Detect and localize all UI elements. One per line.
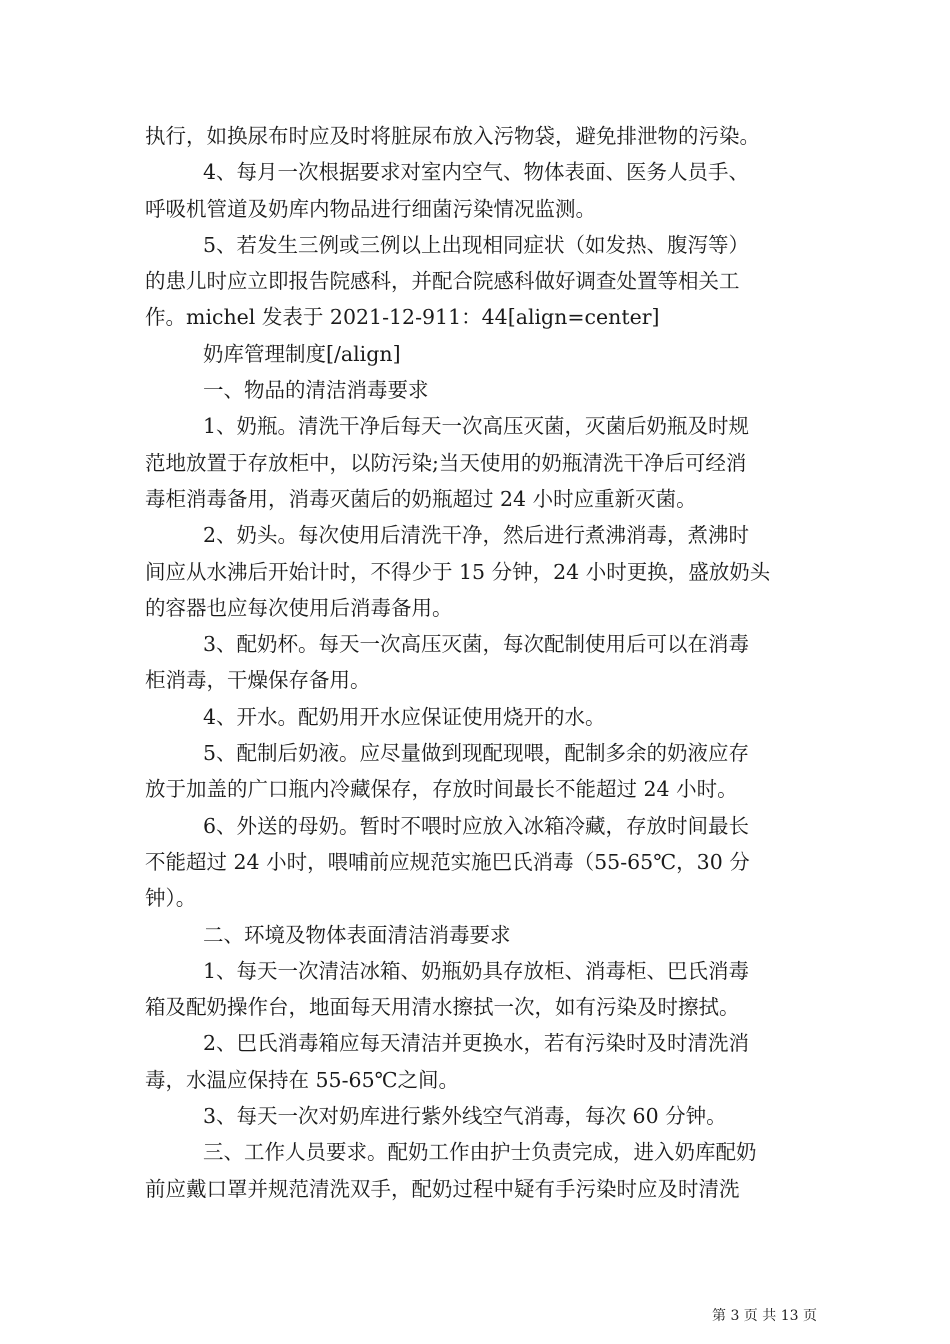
text-line: 5、配制后奶液。应尽量做到现配现喂，配制多余的奶液应存 — [203, 741, 750, 766]
text-line: 2、奶头。每次使用后清洗干净，然后进行煮沸消毒，煮沸时 — [203, 523, 750, 548]
text-line: 3、配奶杯。每天一次高压灭菌，每次配制使用后可以在消毒 — [203, 632, 750, 657]
text-line: 6、外送的母奶。暂时不喂时应放入冰箱冷藏，存放时间最长 — [203, 813, 750, 838]
text-line: 二、环境及物体表面清洁消毒要求 — [203, 922, 511, 947]
text-line: 前应戴口罩并规范清洗双手，配奶过程中疑有手污染时应及时清洗 — [145, 1176, 740, 1201]
page-footer: 第 3 页 共 13 页 — [712, 1308, 817, 1324]
text-line: 1、奶瓶。清洗干净后每天一次高压灭菌，灭菌后奶瓶及时规 — [203, 414, 750, 439]
text-line: 毒，水温应保持在 55-65℃之间。 — [145, 1067, 460, 1092]
text-line: 钟）。 — [145, 886, 197, 911]
text-line: 不能超过 24 小时，喂哺前应规范实施巴氏消毒（55-65℃，30 分 — [145, 849, 750, 874]
text-line: 呼吸机管道及奶库内物品进行细菌污染情况监测。 — [145, 196, 596, 221]
text-line: 2、巴氏消毒箱应每天清洁并更换水，若有污染时及时清洗消 — [203, 1031, 750, 1056]
text-line: 5、若发生三例或三例以上出现相同症状（如发热、腹泻等） — [203, 232, 750, 257]
text-line: 箱及配奶操作台，地面每天用清水擦拭一次，如有污染及时擦拭。 — [145, 995, 740, 1020]
text-line: 毒柜消毒备用，消毒灭菌后的奶瓶超过 24 小时应重新灭菌。 — [145, 486, 697, 511]
text-line: 执行，如换尿布时应及时将脏尿布放入污物袋，避免排泄物的污染。 — [145, 124, 760, 148]
text-line: 柜消毒，干燥保存备用。 — [145, 668, 371, 693]
text-line: 1、每天一次清洁冰箱、奶瓶奶具存放柜、消毒柜、巴氏消毒 — [203, 958, 750, 983]
text-line: 放于加盖的广口瓶内冷藏保存，存放时间最长不能超过 24 小时。 — [145, 777, 738, 802]
text-line: 一、物品的清洁消毒要求 — [203, 378, 429, 403]
text-line: 3、每天一次对奶库进行紫外线空气消毒，每次 60 分钟。 — [203, 1104, 727, 1129]
body-text — [145, 118, 810, 1207]
text-line: 奶库管理制度[/align] — [203, 341, 401, 366]
text-line: 范地放置于存放柜中，以防污染;当天使用的奶瓶清洗干净后可经消 — [145, 450, 747, 475]
text-line: 三、工作人员要求。配奶工作由护士负责完成，进入奶库配奶 — [203, 1140, 757, 1165]
text-line: 4、每月一次根据要求对室内空气、物体表面、医务人员手、 — [203, 160, 750, 185]
text-line: 的患儿时应立即报告院感科，并配合院感科做好调查处置等相关工 — [145, 269, 740, 294]
text-line: 作。michel 发表于 2021-12-911：44[align=center] — [145, 305, 660, 330]
text-line: 4、开水。配奶用开水应保证使用烧开的水。 — [203, 704, 606, 729]
text-line: 间应从水沸后开始计时，不得少于 15 分钟，24 小时更换，盛放奶头 — [145, 559, 771, 584]
text-line: 的容器也应每次使用后消毒备用。 — [145, 595, 453, 620]
